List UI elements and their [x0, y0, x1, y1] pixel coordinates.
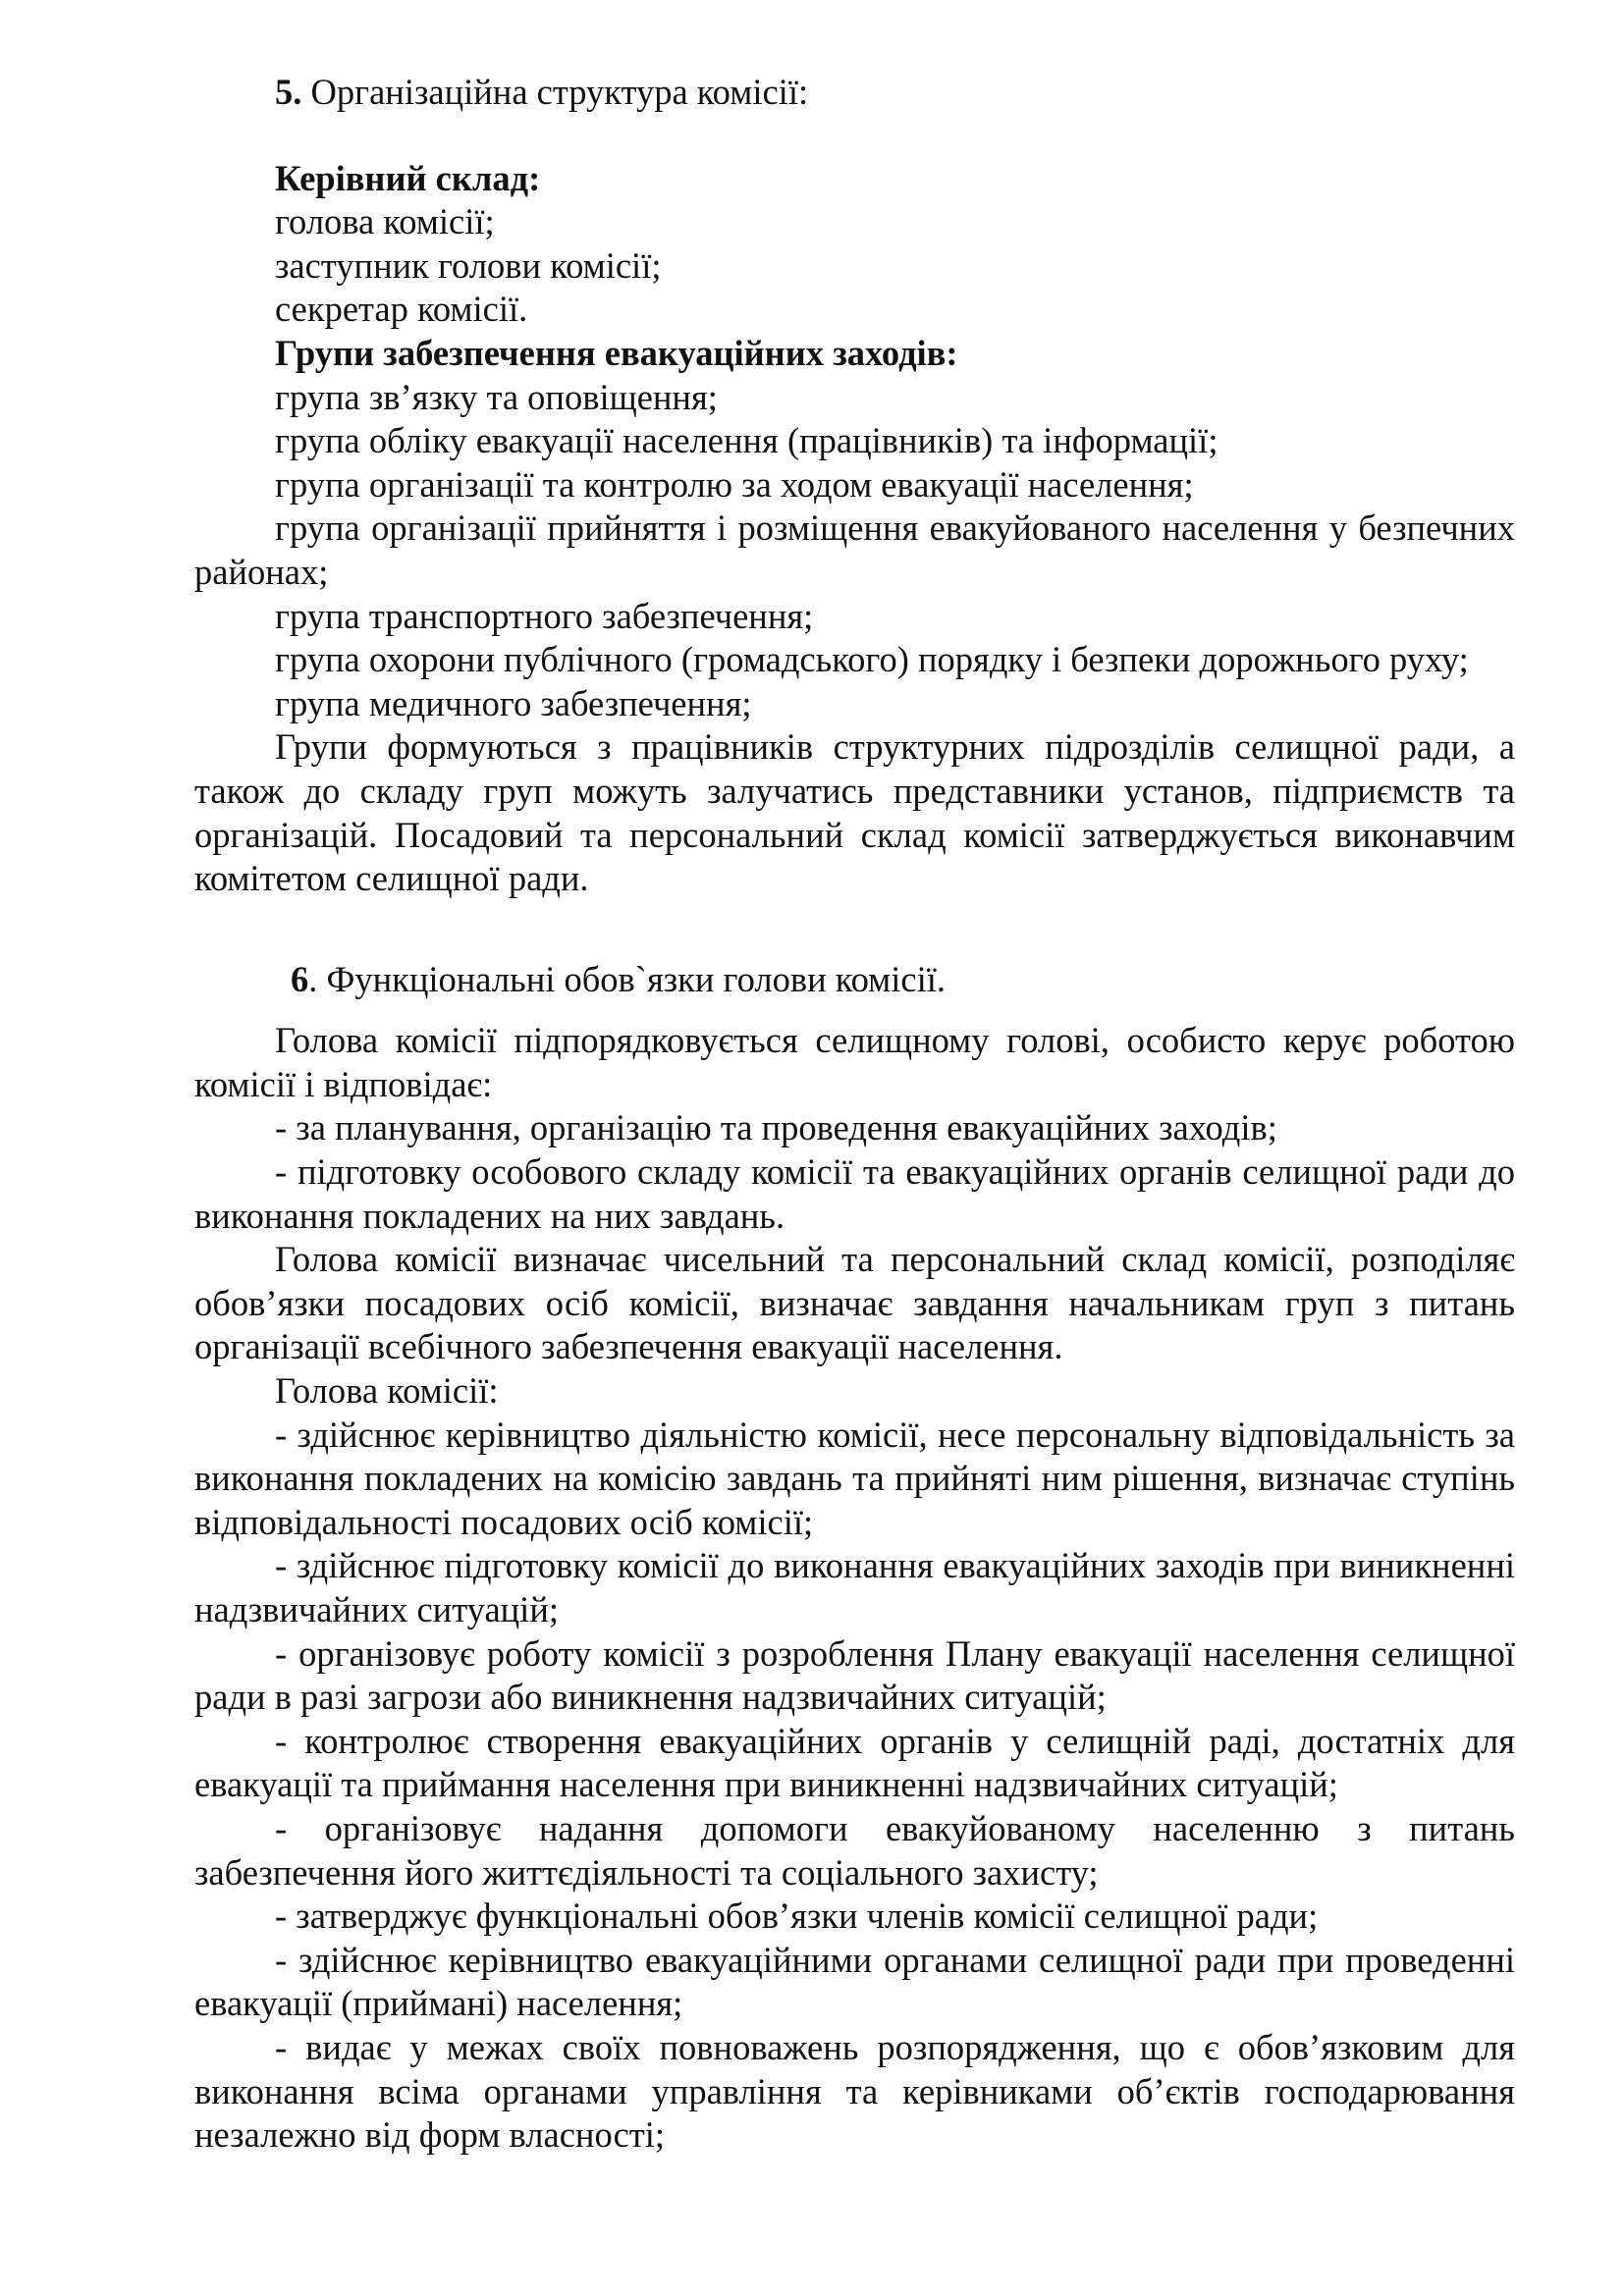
chair-intro-paragraph: Голова комісії підпорядковується селищному голові, особисто керує роботою комісії і відповідає: [194, 1020, 1515, 1104]
duty-item: - контролює створення евакуаційних органів у селищній раді, достатніх для евакуації та приймання населення при виникненні надзвичайних ситуацій; [194, 1720, 1515, 1805]
group-item: група організації та контролю за ходом евакуації населення; [275, 463, 1194, 505]
duty-item: - здійснює керівництво евакуаційними органами селищної ради при проведенні евакуації (приймані) населення; [194, 1939, 1515, 2024]
leadership-heading: Керівний склад: [275, 157, 541, 198]
section-6-title: . Функціональні обов`язки голови комісії. [308, 958, 947, 999]
groups-closing-paragraph: Групи формуються з працівників структурних підрозділів селищної ради, а також до складу груп можуть залучатись представники установ, підприємств та організацій. Посадовий та персональний склад комісії затверджується виконавчим комітетом селищної ради. [194, 726, 1515, 899]
duty-item: - організовує роботу комісії з розроблення Плану евакуації населення селищної ради в разі загрози або виникнення надзвичайних ситуацій; [194, 1632, 1515, 1718]
duty-item: - видає у межах своїх повноважень розпорядження, що є обов’язковим для виконання всіма органами управління та керівниками об’єктів господарювання незалежно від форм власності; [194, 2026, 1515, 2156]
group-item: група транспортного забезпечення; [275, 595, 814, 636]
groups-heading: Групи забезпечення евакуаційних заходів: [275, 332, 958, 373]
duty-item: - затверджує функціональні обов’язки членів комісії селищної ради; [275, 1896, 1319, 1937]
leadership-item: голова комісії; [275, 201, 495, 242]
group-item: група зв’язку та оповіщення; [275, 376, 718, 417]
responsibility-item: - за планування, організацію та проведення евакуаційних заходів; [275, 1107, 1277, 1148]
leadership-item: заступник голови комісії; [275, 244, 662, 286]
section-5-title: Організаційна структура комісії: [301, 72, 809, 112]
duty-item: - організовує надання допомоги евакуйованому населенню з питань забезпечення його життєдіяльності та соціального захисту; [194, 1807, 1515, 1893]
chair-determines-paragraph: Голова комісії визначає чисельний та персональний склад комісії, розподіляє обов’язки посадових осіб комісії, визначає завдання начальникам груп з питань організації всебічного забезпечення евакуації населення. [194, 1239, 1515, 1367]
section-5-heading [194, 71, 1515, 115]
section-5-number: 5. [275, 72, 302, 112]
group-item: група організації прийняття і розміщення евакуйованого населення у безпечних районах; [194, 507, 1515, 592]
section-6-heading [194, 958, 1515, 1002]
duty-item: - здійснює керівництво діяльністю комісії, несе персональну відповідальність за виконання покладених на комісію завдань та прийняті ним рішення, визначає ступінь відповідальності посадових осіб комісії; [194, 1414, 1515, 1542]
responsibility-item: - підготовку особового складу комісії та евакуаційних органів селищної ради до виконання покладених на них завдань. [194, 1151, 1515, 1236]
group-item: група охорони публічного (громадського) порядку і безпеки дорожнього руху; [275, 639, 1469, 680]
group-item: група медичного забезпечення; [275, 682, 752, 723]
group-item: група обліку евакуації населення (працівників) та інформації; [275, 420, 1218, 461]
chair-duties-heading: Голова комісії: [275, 1370, 499, 1412]
leadership-item: секретар комісії. [275, 289, 528, 330]
duty-item: - здійснює підготовку комісії до виконання евакуаційних заходів при виникненні надзвичайних ситуацій; [194, 1545, 1515, 1629]
section-6-number: 6 [291, 958, 309, 999]
